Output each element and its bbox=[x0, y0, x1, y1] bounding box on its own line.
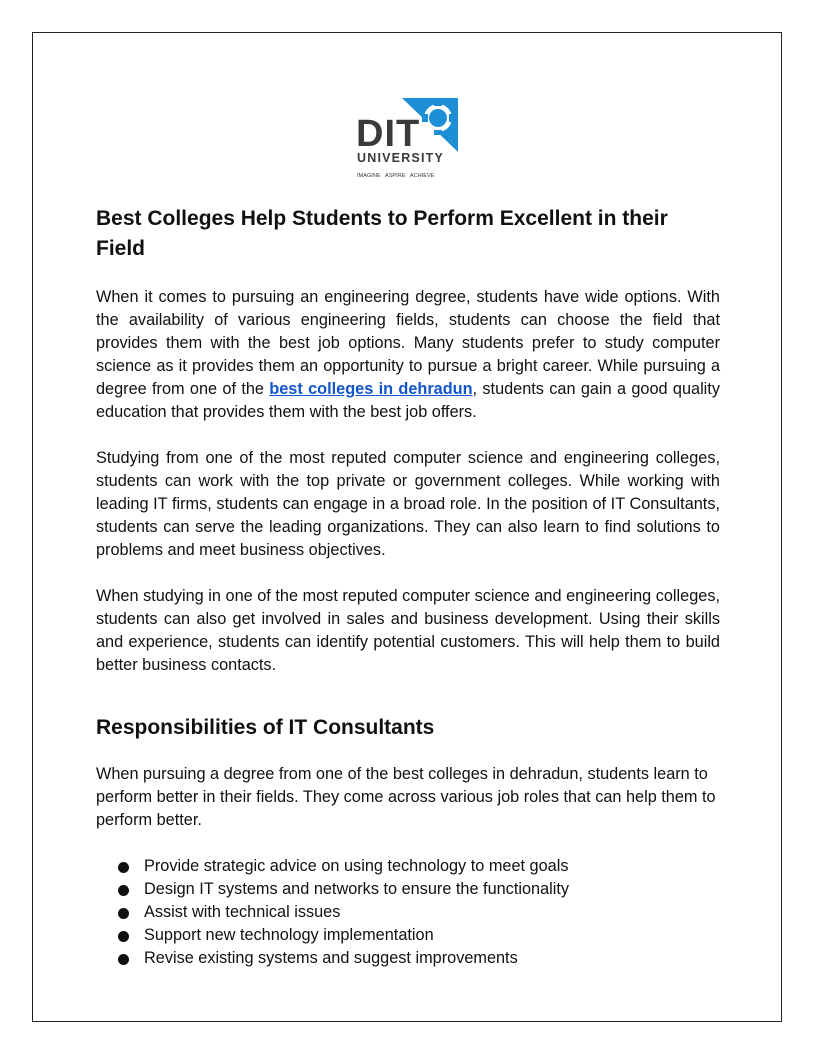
section-heading-responsibilities: Responsibilities of IT Consultants bbox=[96, 716, 435, 739]
bullet-icon bbox=[118, 954, 129, 965]
paragraph-intro-text-end: , students can gain a good quality education that provides them with the best job offers. bbox=[96, 380, 720, 421]
paragraph-studying: Studying from one of the most reputed computer science and engineering colleges, students can work with the top private or government colleges. While working with leading IT firms, students can engage in a broad role. In the position of IT Consultants, students can serve the leading organizations. They can also learn to find solutions to problems and meet business objectives. bbox=[96, 449, 720, 559]
list-item-text: Revise existing systems and suggest improvements bbox=[144, 949, 518, 967]
bullet-icon bbox=[118, 931, 129, 942]
best-colleges-link[interactable]: best colleges in dehradun bbox=[269, 380, 473, 398]
paragraph-intro-text: When it comes to pursuing an engineering degree, students have wide options. With the availability of various engineering fields, students can choose the field that provides them with the best job options. Many students prefer to study computer science as it provides them an opportunity to pursue a bright career. While pursuing a degree from one of the bbox=[96, 288, 720, 398]
list-item-text: Design IT systems and networks to ensure the functionality bbox=[144, 880, 570, 898]
paragraph-responsibilities: When pursuing a degree from one of the best colleges in dehradun, students learn to perform better in their fields. They come across various job roles that can help them to perform better. bbox=[96, 765, 716, 829]
list-item bbox=[118, 878, 720, 901]
list-item-text: Provide strategic advice on using technology to meet goals bbox=[144, 857, 569, 875]
list-item bbox=[118, 947, 720, 970]
list-item-text: Support new technology implementation bbox=[144, 926, 434, 944]
responsibilities-list bbox=[96, 855, 720, 970]
logo-main-text: DIT bbox=[356, 113, 421, 155]
list-item bbox=[118, 901, 720, 924]
logo-sub-text: UNIVERSITY bbox=[357, 151, 445, 165]
dit-university-logo bbox=[356, 96, 462, 182]
list-item bbox=[118, 855, 720, 878]
bullet-icon bbox=[118, 885, 129, 896]
paragraph-intro bbox=[96, 286, 720, 424]
paragraph-sales: When studying in one of the most reputed computer science and engineering colleges, students can also get involved in sales and business development. Using their skills and experience, students can identify potential customers. This will help them to build better business contacts. bbox=[96, 587, 720, 674]
bullet-icon bbox=[118, 862, 129, 873]
page-title: Best Colleges Help Students to Perform Excellent in their Field bbox=[96, 207, 668, 260]
logo-tagline: IMAGINE ASPIRE ACHIEVE bbox=[357, 173, 435, 179]
list-item bbox=[118, 924, 720, 947]
list-item-text: Assist with technical issues bbox=[144, 903, 341, 921]
document-body bbox=[96, 200, 720, 970]
bullet-icon bbox=[118, 908, 129, 919]
